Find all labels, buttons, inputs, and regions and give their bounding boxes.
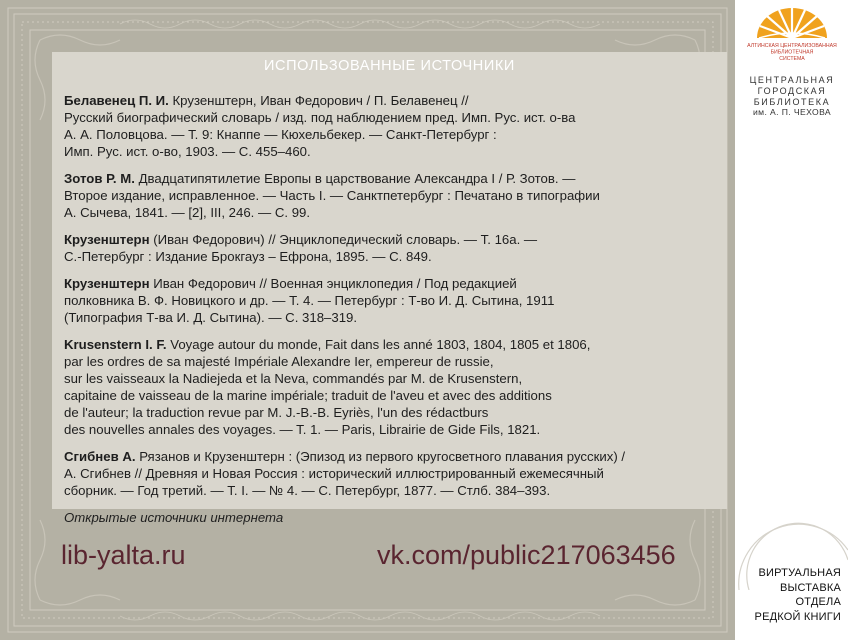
source-text: полковника В. Ф. Новицкого и др. — Т. 4. — Петербург : Т-во И. Д. Сытина, 1911 [64, 293, 555, 308]
source-text: Второе издание, исправленное. — Часть I. — Санктпетербург : Печатано в типографии [64, 188, 600, 203]
exhibit-caption-line: РЕДКОЙ КНИГИ [754, 610, 841, 623]
source-author: Крузенштерн [64, 232, 150, 247]
source-text: capitaine de vaisseau de la marine impériale; traduit de l'aveu et avec des additions [64, 388, 552, 403]
logo-text: СИСТЕМА [779, 56, 805, 62]
source-text: Voyage autour du monde, Fait dans les anné 1803, 1804, 1805 et 1806, [166, 337, 591, 352]
source-text: par les ordres de sa majesté Impériale Alexandre Ier, empereur de russie, [64, 354, 494, 369]
source-text: Двадцатипятилетие Европы в царствование Александра I / Р. Зотов. — [134, 171, 576, 186]
source-text: сборник. — Год третий. — Т. I. — № 4. — С. Петербург, 1877. — Стлб. 384–393. [64, 483, 551, 498]
source-text: А. Сгибнев // Древняя и Новая Россия : исторический иллюстрированный ежемесячный [64, 466, 604, 481]
exhibit-caption-line: ВЫСТАВКА [779, 581, 841, 594]
sun-icon [757, 7, 827, 38]
source-text: sur les vaisseaux la Nadiejeda et la Neva, commandés par M. de Krusenstern, [64, 371, 523, 386]
library-name-line: им. А. П. ЧЕХОВА [752, 107, 832, 118]
source-entry [64, 448, 719, 499]
logo-text: БИБЛИОТЕЧНАЯ [770, 49, 814, 56]
site-link[interactable]: lib-yalta.ru [61, 540, 186, 570]
source-text: Рязанов и Крузенштерн : (Эпизод из первого кругосветного плавания русских) / [135, 449, 626, 464]
source-author: Зотов Р. М. [64, 171, 135, 186]
source-text: des nouvelles annales des voyages. — T. 1. — Paris, Librairie de Gide Fils, 1821. [64, 422, 541, 437]
online-sources-note: Открытые источники интернета [64, 510, 284, 525]
source-entry [64, 170, 719, 221]
logo-text: АЛТИНСКАЯ ЦЕНТРАЛИЗОВАННАЯ [747, 43, 837, 49]
exhibit-caption-line: ОТДЕЛА [795, 596, 841, 608]
library-name-line: БИБЛИОТЕКА [753, 96, 831, 107]
library-name-line: ГОРОДСКАЯ [757, 85, 827, 96]
source-entry [64, 231, 719, 265]
library-logo [737, 2, 847, 68]
source-text: (Типография Т-ва И. Д. Сытина). — С. 318–319. [64, 310, 358, 325]
source-text: А. Сычева, 1841. — [2], III, 246. — С. 99. [64, 205, 311, 220]
source-author: Krusenstern I. F. [64, 337, 167, 352]
source-entry [64, 275, 719, 326]
library-name [737, 75, 847, 118]
vk-link[interactable]: vk.com/public217063456 [377, 540, 676, 570]
source-text: Имп. Рус. ист. о-во, 1903. — С. 455–460. [64, 144, 311, 159]
source-text: А. А. Половцова. — Т. 9: Кнаппе — Кюхельбекер. — Санкт-Петербург : [64, 127, 497, 142]
source-text: de l'auteur; la traduction revue par M. J.-B.-B. Eyriès, l'un des rédactburs [64, 405, 489, 420]
source-author: Крузенштерн [64, 276, 150, 291]
exhibit-caption [755, 566, 841, 624]
panel-title: ИСПОЛЬЗОВАННЫЕ ИСТОЧНИКИ [264, 58, 515, 74]
sources-list [64, 92, 719, 526]
source-text: (Иван Федорович) // Энциклопедический словарь. — Т. 16а. — [149, 232, 538, 247]
exhibit-caption-line: ВИРТУАЛЬНАЯ [758, 567, 841, 579]
source-entry [64, 92, 719, 160]
source-author: Белавенец П. И. [64, 93, 169, 108]
source-text: Русский биографический словарь / изд. под наблюдением пред. Имп. Рус. ист. о-ва [64, 110, 576, 125]
library-name-line: ЦЕНТРАЛЬНАЯ [749, 75, 835, 85]
source-text: Крузенштерн, Иван Федорович / П. Белавенец // [168, 93, 469, 108]
source-text: С.-Петербург : Издание Брокгауз – Ефрона, 1895. — С. 849. [64, 249, 432, 264]
source-entry [64, 336, 719, 438]
source-text: Иван Федорович // Военная энциклопедия / Под редакцией [149, 276, 517, 291]
source-author: Сгибнев А. [64, 449, 136, 464]
